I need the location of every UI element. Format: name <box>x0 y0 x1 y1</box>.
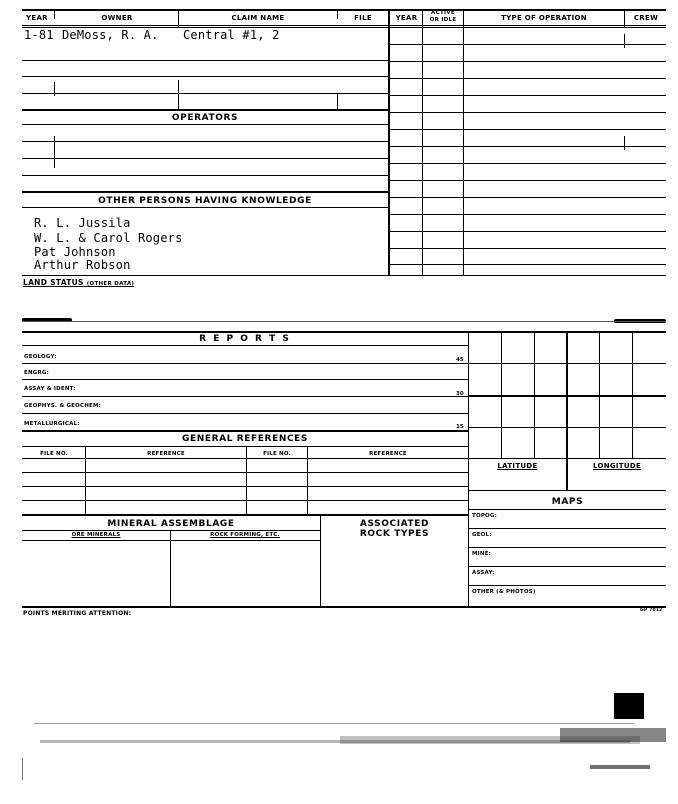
noise-vertical <box>22 758 23 780</box>
row-line <box>469 585 666 586</box>
row-line <box>469 509 666 510</box>
row-line <box>390 112 666 113</box>
report-assay: ASSAY & IDENT: <box>24 386 76 392</box>
report-metallurgical: METALLURGICAL: <box>24 421 80 427</box>
row-line <box>22 413 468 414</box>
mineral-assemblage-header: MINERAL ASSEMBLAGE <box>107 519 235 529</box>
grid-row <box>469 458 666 459</box>
row-line <box>22 60 388 61</box>
row-line <box>390 129 666 130</box>
row-line <box>22 472 468 473</box>
noise-line <box>590 765 650 769</box>
col-divider <box>178 80 179 110</box>
row-line <box>22 396 468 397</box>
row-line <box>22 530 320 531</box>
row-line <box>22 191 388 193</box>
col-header-owner: OWNER <box>101 14 133 22</box>
report-engrg: ENGRG: <box>24 370 50 376</box>
entry-owner: DeMoss, R. A. <box>62 28 159 42</box>
latitude-label: LATITUDE <box>497 462 538 470</box>
row-line <box>390 214 666 215</box>
row-line <box>22 486 468 487</box>
col-header-year-2: YEAR <box>395 14 418 22</box>
ore-minerals-label: ORE MINERALS <box>71 532 121 538</box>
row-line <box>22 345 468 346</box>
row-line <box>390 231 666 232</box>
report-geology: GEOLOGY: <box>24 354 57 360</box>
col-divider <box>337 94 338 109</box>
report-geophys: GEOPHYS. & GEOCHEM: <box>24 403 102 409</box>
row-line <box>469 547 666 548</box>
row-line <box>22 540 320 541</box>
operators-header: OPERATORS <box>171 113 239 123</box>
associated-label: ASSOCIATED <box>359 519 430 529</box>
rock-types-label: ROCK TYPES <box>359 529 430 539</box>
noise-line <box>34 723 634 724</box>
person-4: Arthur Robson <box>34 258 131 272</box>
row-line <box>22 458 468 459</box>
person-3: Pat Johnson <box>34 245 116 259</box>
row-line <box>22 430 468 432</box>
form-number: GP 7012 <box>640 608 663 613</box>
row-line <box>390 180 666 181</box>
col-header-crew: CREW <box>633 14 659 22</box>
row-line <box>22 93 388 94</box>
col-header-year: YEAR <box>26 14 48 22</box>
row-line <box>22 109 388 111</box>
row-line <box>390 248 666 249</box>
row-line <box>22 379 468 380</box>
row-line <box>22 141 388 142</box>
col-header-claim-name: CLAIM NAME <box>231 14 285 22</box>
col-divider <box>54 82 55 96</box>
col-header-file: FILE <box>354 14 372 22</box>
top-table-bottom <box>22 275 666 276</box>
person-2: W. L. & Carol Rogers <box>34 231 183 245</box>
rock-forming-label: ROCK FORMING, ETC. <box>210 532 280 538</box>
col-divider <box>85 446 86 514</box>
row-line <box>22 514 468 516</box>
entry-year: 1-81 <box>24 28 54 42</box>
longitude-label: LONGITUDE <box>592 462 642 470</box>
col-divider <box>624 136 625 150</box>
row-line <box>390 264 666 265</box>
col-divider <box>307 446 308 514</box>
gr-col-file-no-2: FILE NO. <box>263 451 291 457</box>
row-line <box>22 175 388 176</box>
scan-block <box>614 693 644 719</box>
col-divider <box>463 9 464 275</box>
center-divider <box>388 9 390 275</box>
row-line <box>22 363 468 364</box>
maps-assay: ASSAY: <box>472 570 495 576</box>
gr-col-reference-1: REFERENCE <box>147 451 185 457</box>
row-line <box>390 61 666 62</box>
row-line <box>469 566 666 567</box>
header-rule <box>22 25 666 26</box>
col-header-type-of-operation: TYPE OF OPERATION <box>501 14 587 22</box>
grid-row <box>469 427 666 428</box>
general-references-header: GENERAL REFERENCES <box>182 434 308 444</box>
row-line <box>390 197 666 198</box>
maps-header: MAPS <box>551 497 584 507</box>
points-meriting-attention: POINTS MERITING ATTENTION: <box>23 610 132 617</box>
reports-bottom-border <box>22 606 666 608</box>
row-line <box>390 95 666 96</box>
entry-claim-name: Central #1, 2 <box>183 28 280 42</box>
noise-dark <box>560 728 666 742</box>
reports-top-border <box>22 331 666 333</box>
row-line <box>22 446 468 447</box>
col-divider <box>54 9 55 19</box>
maps-geol: GEOL: <box>472 532 492 538</box>
top-border <box>22 9 666 11</box>
reports-header: R E P O R T S <box>199 334 291 344</box>
grid-row <box>469 490 666 491</box>
land-status-label: LAND STATUS (OTHER DATA) <box>23 278 135 287</box>
other-persons-header: OTHER PERSONS HAVING KNOWLEDGE <box>98 196 312 206</box>
row-line <box>22 76 388 77</box>
gr-col-reference-2: REFERENCE <box>369 451 407 457</box>
col-divider <box>246 446 247 514</box>
row-line <box>22 124 388 125</box>
person-1: R. L. Jussila <box>34 216 131 230</box>
col-divider <box>178 9 179 27</box>
grid-row <box>469 363 666 364</box>
scale-45: 45 <box>456 357 464 363</box>
col-divider <box>54 136 55 168</box>
maps-mine: MINE: <box>472 551 492 557</box>
separator <box>22 321 666 322</box>
row-line <box>469 528 666 529</box>
grid-row <box>469 395 666 397</box>
col-divider <box>170 530 171 606</box>
scale-15: 15 <box>456 424 464 430</box>
maps-topog: TOPOG: <box>472 513 498 519</box>
col-header-or-idle: OR IDLE <box>429 17 457 23</box>
col-divider <box>624 34 625 48</box>
row-line <box>390 78 666 79</box>
scale-30: 30 <box>456 391 464 397</box>
row-line <box>22 500 468 501</box>
col-header-active: ACTIVE <box>431 10 455 16</box>
maps-other: OTHER (& PHOTOS) <box>472 589 536 595</box>
row-line <box>22 207 388 208</box>
row-line <box>22 158 388 159</box>
gr-col-file-no-1: FILE NO. <box>40 451 68 457</box>
col-divider <box>422 9 423 275</box>
row-line <box>390 163 666 164</box>
